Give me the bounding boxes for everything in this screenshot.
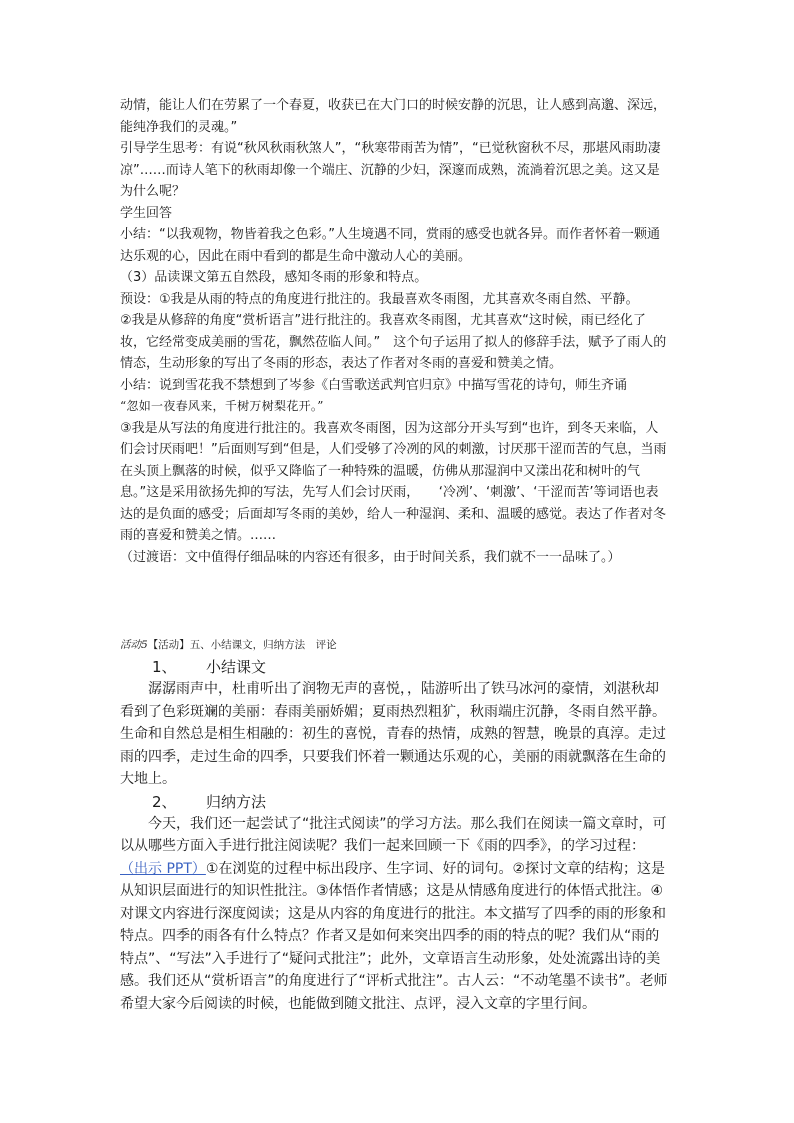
paragraph-task-winter: （3）品读课文第五自然段，感知冬雨的形象和特点。 bbox=[120, 270, 428, 285]
method-steps-text: ①在浏览的过程中标出段序、生字词、好的词句。②探讨文章的结构；这是从知识层面进行的知识性批注。③体悟作者情感；这是从情感角度进行的体悟式批注。④对课文内容进行深度阅读；这是从内容的角度进行的批注。本文描写了四季的雨的形象和特点。四季的雨各有什么特点？作者又是如何来突出四季的雨的特点的呢？我们从“雨的特点”、“写法”入手进行了“疑问式批注”；此外，文章语言生动形象，处处流露出诗的美感。我们还从“赏析语言”的角度进行了“评析式批注”。古人云：“不动笔墨不读书”。老师希望大家今后阅读的时候，也能做到随文批注、点评，浸入文章的字里行间。 bbox=[120, 860, 668, 1012]
paragraph-preset-2: ②我是从修辞的角度“赏析语言”进行批注的。我喜欢冬雨图，尤其喜欢“这时候，雨已经化了妆，它经常变成美丽的雪花，飘然莅临人间。” 这个句子运用了拟人的修辞手法，赋予了雨人的情态，生动形象的写出了冬雨的形态，表达了作者对冬雨的喜爱和赞美之情。 bbox=[120, 313, 667, 371]
paragraph-method-steps bbox=[120, 858, 670, 1016]
paragraph-method-intro: 今天，我们还一起尝试了“批注式阅读”的学习方法。那么我们在阅读一篇文章时，可以从哪些方面入手进行批注阅读呢？我们一起来回顾一下《雨的四季》，的学习过程： bbox=[120, 815, 667, 854]
heading-summary bbox=[120, 656, 670, 678]
paragraph-student-answer: 学生回答 bbox=[120, 205, 173, 221]
paragraph-guide-thinking: 引导学生思考：有说“秋风秋雨秋煞人”，“秋寒带雨苦为情”，“已觉秋窗秋不尽，那堪风雨助凄凉”……而诗人笔下的秋雨却像一个端庄、沉静的少妇，深邃而成熟，流淌着沉思之美。这又是为什么呢？ bbox=[120, 141, 661, 199]
heading-number: 1、 bbox=[152, 658, 177, 676]
activity-tag: 【活动】 bbox=[147, 639, 190, 651]
show-ppt-link[interactable]: （出示 PPT） bbox=[120, 860, 206, 877]
heading-method bbox=[120, 791, 670, 813]
activity-label: 活动5 bbox=[120, 639, 148, 651]
heading-text: 归纳方法 bbox=[206, 792, 267, 811]
activity-title: 五、小结课文，归纳方法 评论 bbox=[189, 639, 337, 651]
heading-number: 2、 bbox=[152, 792, 177, 811]
poem-line: “忽如一夜春风来，千树万树梨花开。” bbox=[120, 399, 324, 413]
paragraph-transition: （过渡语：文中值得仔细品味的内容还有很多，由于时间关系，我们就不一一品味了。） bbox=[120, 549, 621, 565]
heading-text: 小结课文 bbox=[206, 658, 267, 676]
activity-header bbox=[120, 636, 670, 654]
lesson-section-summary bbox=[120, 636, 670, 1015]
paragraph-preset-3: ③我是从写法的角度进行批注的。我喜欢冬雨图，因为这部分开头写到“也许，到冬天来临，人们会讨厌雨吧！”后面则写到“但是，人们受够了冷冽的风的刺激，讨厌那干涩而苦的气息，当雨在头顶上飘落的时候，似乎又降临了一种特殊的温暖，仿佛从那湿润中又漾出花和树叶的气息。”这是采用欲扬先抑的写法，先写人们会讨厌雨， ‘冷冽’、‘刺激’、‘干涩而苦’等词语也表达的是负面的感受；后面却写冬雨的美妙，给人一种湿润、柔和、温暖的感觉。表达了作者对冬雨的喜爱和赞美之情。…… bbox=[120, 420, 667, 543]
paragraph-summary-autumn: 小结：“以我观物，物皆着我之色彩。”人生境遇不同，赏雨的感受也就各异。而作者怀着一颗通达乐观的心，因此在雨中看到的都是生命中激动人心的美丽。 bbox=[120, 227, 660, 264]
lesson-section-autumn-winter bbox=[120, 95, 670, 568]
paragraph-summary-snow: 小结：说到雪花我不禁想到了岑参《白雪歌送武判官归京》中描写雪花的诗句，师生齐诵 bbox=[120, 377, 628, 393]
paragraph-summary-text: 潺潺雨声中，杜甫听出了润物无声的喜悦，，陆游听出了铁马冰河的豪情，刘湛秋却看到了色彩斑斓的美丽：春雨美丽娇媚；夏雨热烈粗犷，秋雨端庄沉静，冬雨自然平静。生命和自然总是相生相融的：初生的喜悦，青春的热情，成熟的智慧，晚景的真淳。走过雨的四季，走过生命的四季，只要我们怀着一颗通达乐观的心，美丽的雨就飘落在生命的大地上。 bbox=[120, 681, 666, 787]
paragraph-autumn-quote-end: 动情，能让人们在劳累了一个春夏，收获已在大门口的时候安静的沉思，让人感到高邈、深远，能纯净我们的灵魂。” bbox=[120, 98, 667, 135]
paragraph-preset-1: 预设：①我是从雨的特点的角度进行批注的。我最喜欢冬雨图，尤其喜欢冬雨自然、平静。 bbox=[120, 291, 639, 307]
